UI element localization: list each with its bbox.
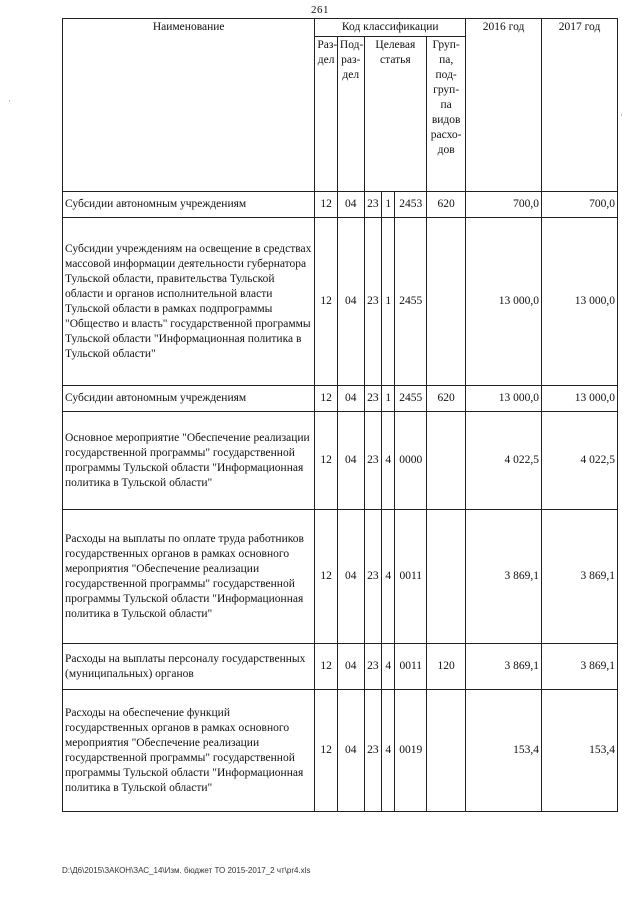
row-amount-2017-cell: 3 869,1	[542, 510, 618, 644]
row-amount-2016-cell: 153,4	[466, 690, 542, 812]
row-target-code-3-cell: 0019	[395, 690, 427, 812]
row-section-cell: 12	[315, 218, 338, 386]
row-amount-2017-cell: 3 869,1	[542, 644, 618, 690]
row-target-code-2-cell: 4	[382, 690, 395, 812]
row-target-code-2-cell: 1	[382, 218, 395, 386]
row-section-cell: 12	[315, 386, 338, 412]
row-amount-2017-cell: 700,0	[542, 192, 618, 218]
row-expense-type-cell	[427, 510, 466, 644]
row-expense-type-cell: 120	[427, 644, 466, 690]
header-expense-group: Груп-па, под-груп-па видов расхо-дов	[427, 37, 466, 192]
header-classification: Код классификации	[315, 19, 466, 37]
row-target-code-1-cell: 23	[364, 386, 381, 412]
row-name-cell: Расходы на выплаты по оплате труда работников государственных органов в рамках основного мероприятия "Обеспечение реализации государственной программы" государственной программы Тульской области "Информационная политика в Тульской области"	[63, 510, 315, 644]
file-path-footer: D:\Д6\2015\ЗАКОН\ЗАС_14\Изм. бюджет ТО 2015-2017_2 чт\pr4.xls	[62, 866, 311, 875]
scan-artifact: ·	[8, 96, 11, 106]
header-name: Наименование	[63, 19, 315, 192]
row-section-cell: 12	[315, 412, 338, 510]
row-target-code-3-cell: 0011	[395, 510, 427, 644]
row-target-code-2-cell: 1	[382, 192, 395, 218]
header-year-2017: 2017 год	[542, 19, 618, 192]
row-target-code-3-cell: 0000	[395, 412, 427, 510]
row-target-code-2-cell: 4	[382, 412, 395, 510]
row-name-cell: Расходы на обеспечение функций государственных органов в рамках основного мероприятия "Обеспечение реализации государственной программы" государственной программы Тульской области "Информационная политика в Тульской области"	[63, 690, 315, 812]
row-amount-2016-cell: 4 022,5	[466, 412, 542, 510]
row-name-cell: Основное мероприятие "Обеспечение реализации государственной программы" государственной программы Тульской области "Информационная политика в Тульской области"	[63, 412, 315, 510]
row-name-cell: Субсидии учреждениям на освещение в средствах массовой информации деятельности губернатора Тульской области, правительства Тульской области и органов исполнительной власти Тульской области в рамках подпрограммы "Общество и власть" государственной программы Тульской области "Информационная политика в Тульской области"	[63, 218, 315, 386]
row-subsection-cell: 04	[337, 218, 364, 386]
row-amount-2016-cell: 3 869,1	[466, 644, 542, 690]
row-expense-type-cell: 620	[427, 192, 466, 218]
table-row	[63, 386, 618, 412]
table-row	[63, 690, 618, 812]
row-name-cell: Расходы на выплаты персоналу государственных (муниципальных) органов	[63, 644, 315, 690]
row-target-code-1-cell: 23	[364, 510, 381, 644]
table-row	[63, 192, 618, 218]
row-target-code-3-cell: 2455	[395, 386, 427, 412]
row-target-code-1-cell: 23	[364, 218, 381, 386]
row-name-cell: Субсидии автономным учреждениям	[63, 386, 315, 412]
row-amount-2017-cell: 4 022,5	[542, 412, 618, 510]
row-subsection-cell: 04	[337, 192, 364, 218]
header-target-item: Целевая статья	[364, 37, 427, 192]
row-target-code-2-cell: 4	[382, 644, 395, 690]
row-target-code-3-cell: 2453	[395, 192, 427, 218]
row-target-code-2-cell: 1	[382, 386, 395, 412]
row-amount-2016-cell: 700,0	[466, 192, 542, 218]
row-section-cell: 12	[315, 690, 338, 812]
row-amount-2017-cell: 13 000,0	[542, 386, 618, 412]
row-target-code-1-cell: 23	[364, 412, 381, 510]
row-amount-2017-cell: 13 000,0	[542, 218, 618, 386]
header-year-2016: 2016 год	[466, 19, 542, 192]
row-amount-2016-cell: 13 000,0	[466, 386, 542, 412]
row-subsection-cell: 04	[337, 644, 364, 690]
table-row	[63, 644, 618, 690]
row-section-cell: 12	[315, 192, 338, 218]
row-subsection-cell: 04	[337, 386, 364, 412]
row-expense-type-cell	[427, 218, 466, 386]
page-number: 261	[311, 4, 329, 16]
row-amount-2016-cell: 13 000,0	[466, 218, 542, 386]
table-body	[63, 192, 618, 812]
row-section-cell: 12	[315, 510, 338, 644]
row-target-code-1-cell: 23	[364, 192, 381, 218]
table-row	[63, 510, 618, 644]
row-expense-type-cell	[427, 690, 466, 812]
row-expense-type-cell: 620	[427, 386, 466, 412]
row-subsection-cell: 04	[337, 412, 364, 510]
row-target-code-2-cell: 4	[382, 510, 395, 644]
row-target-code-3-cell: 2455	[395, 218, 427, 386]
scan-artifact: ·	[620, 110, 623, 120]
header-section: Раз-дел	[315, 37, 338, 192]
row-target-code-1-cell: 23	[364, 644, 381, 690]
row-section-cell: 12	[315, 644, 338, 690]
row-amount-2017-cell: 153,4	[542, 690, 618, 812]
header-subsection: Под-раз-дел	[337, 37, 364, 192]
row-target-code-3-cell: 0011	[395, 644, 427, 690]
table-row	[63, 218, 618, 386]
row-amount-2016-cell: 3 869,1	[466, 510, 542, 644]
row-subsection-cell: 04	[337, 510, 364, 644]
row-name-cell: Субсидии автономным учреждениям	[63, 192, 315, 218]
row-expense-type-cell	[427, 412, 466, 510]
budget-table	[62, 18, 618, 812]
row-subsection-cell: 04	[337, 690, 364, 812]
row-target-code-1-cell: 23	[364, 690, 381, 812]
table-row	[63, 412, 618, 510]
